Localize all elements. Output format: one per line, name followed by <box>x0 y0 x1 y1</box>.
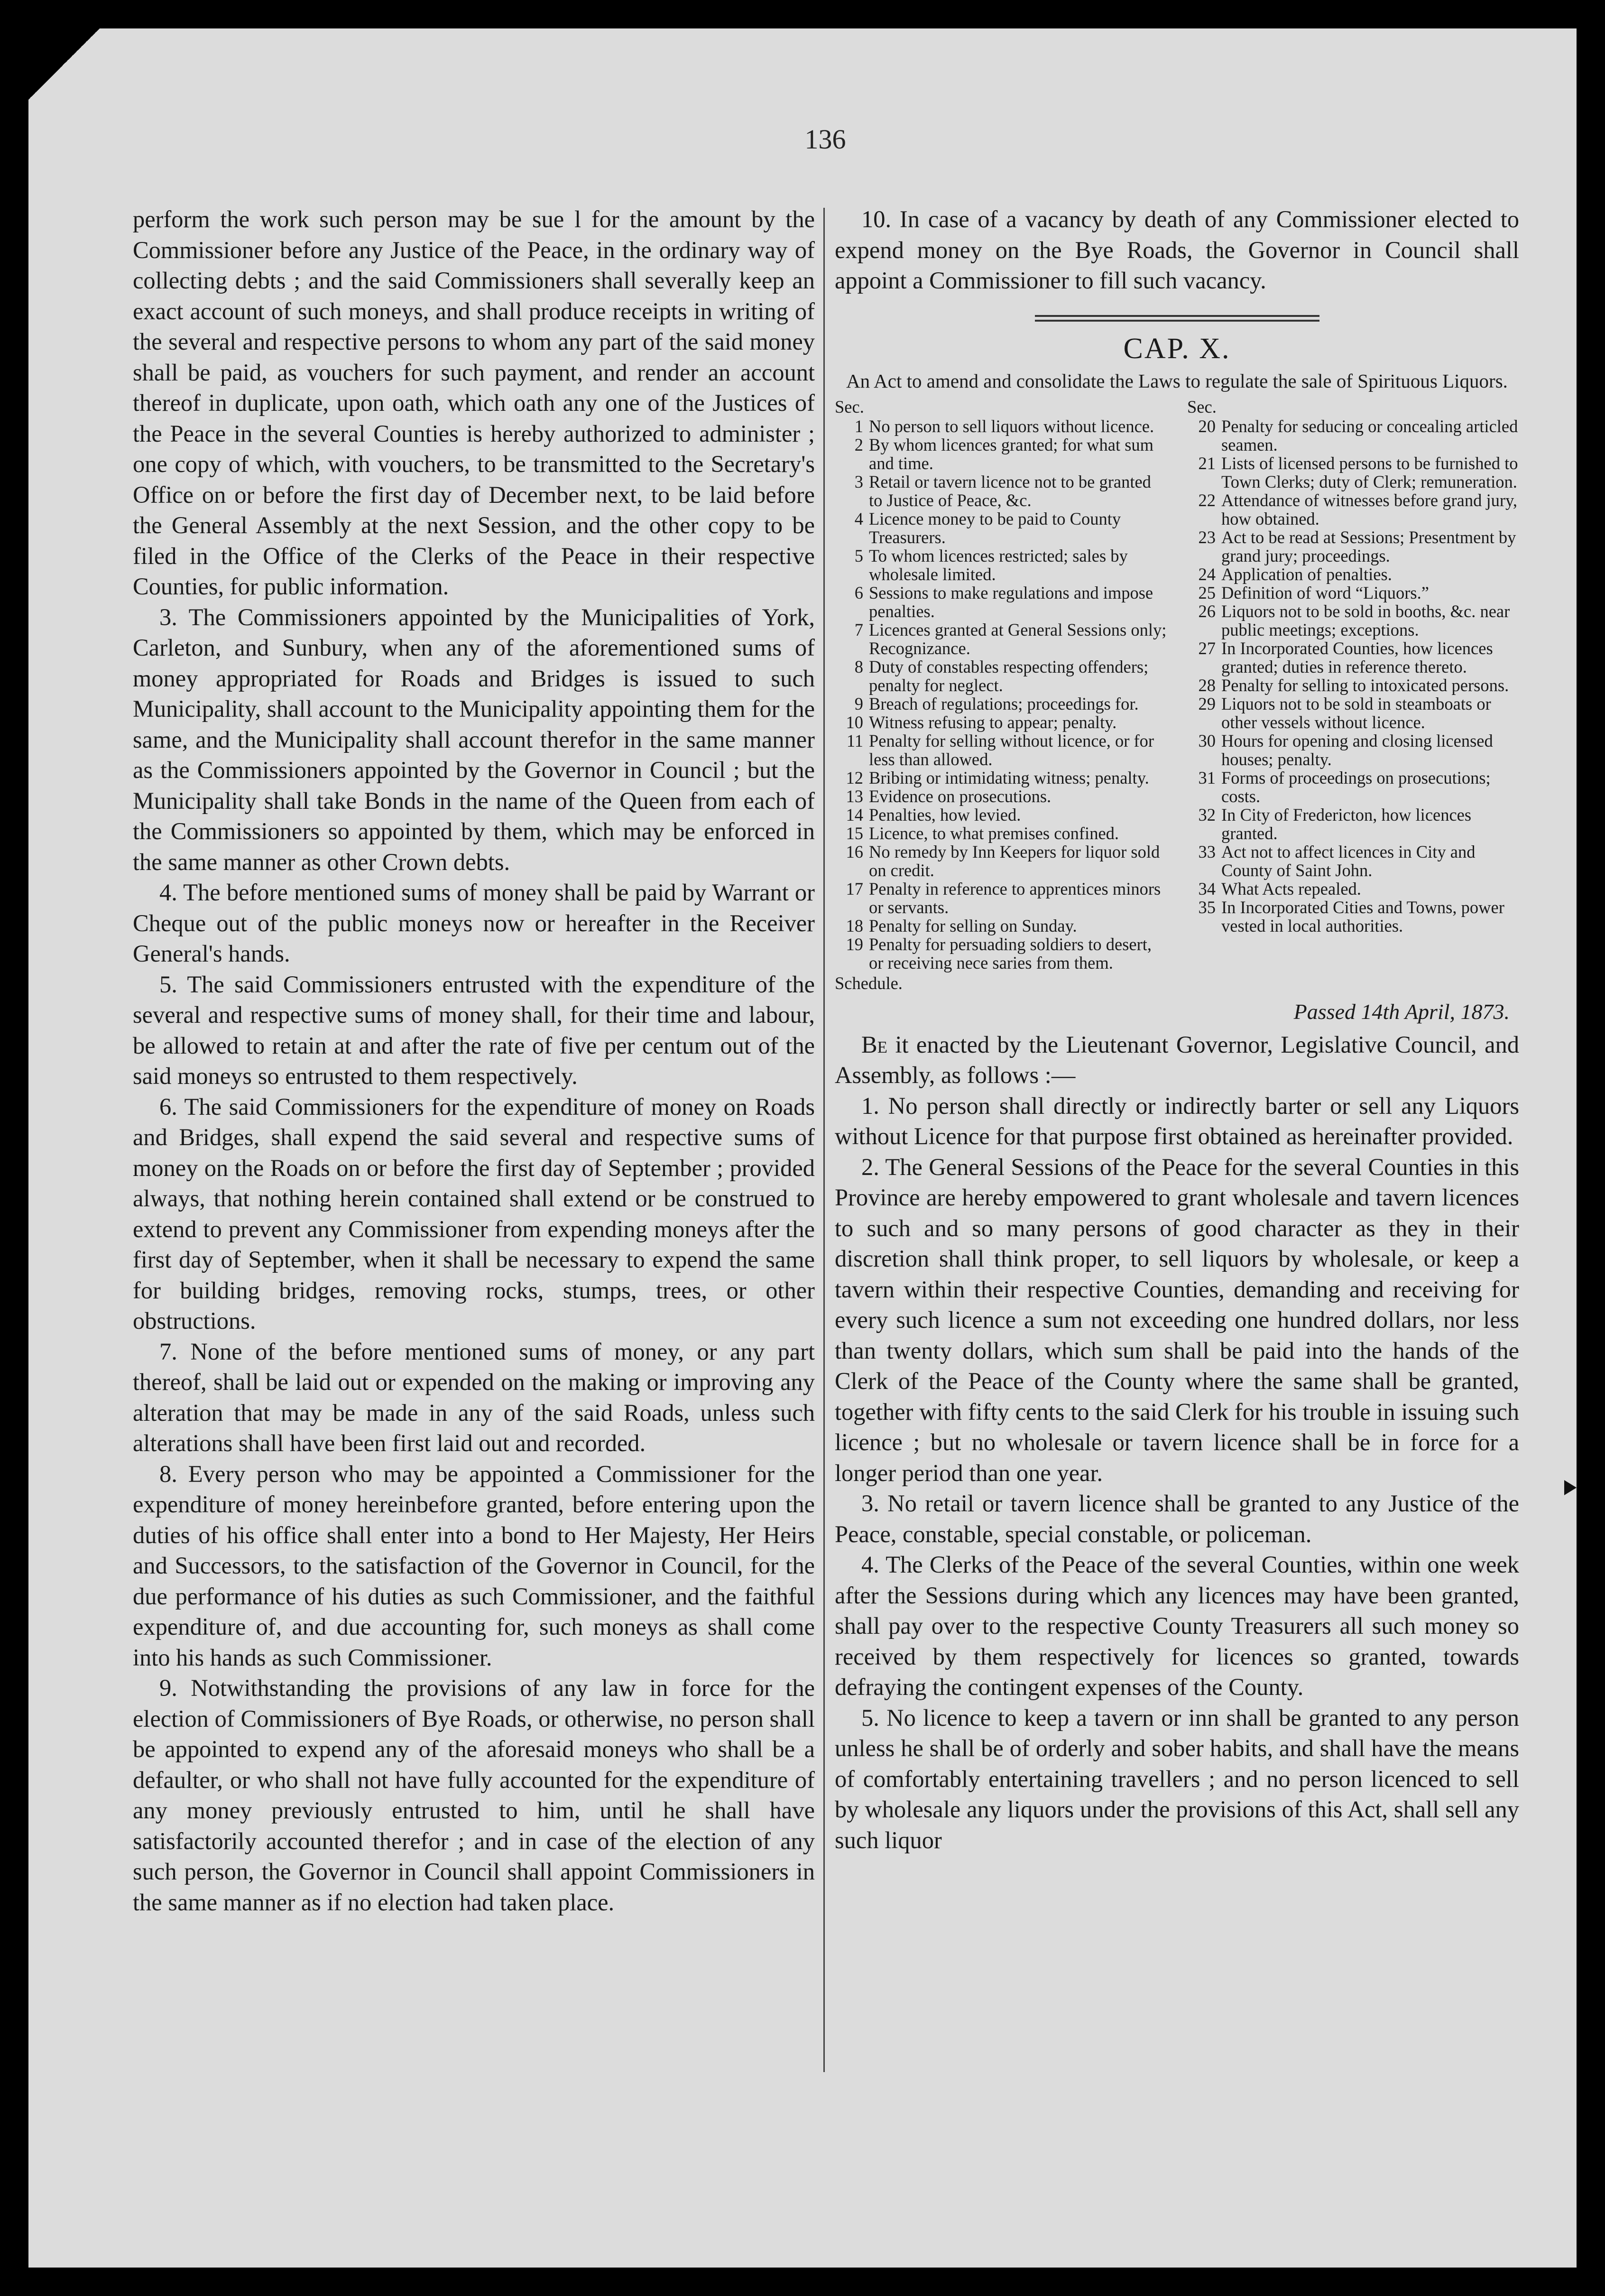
index-entry <box>1187 602 1519 639</box>
index-entry-number: 11 <box>846 731 863 750</box>
right-column <box>835 204 1519 1855</box>
section-9: 9. Notwithstanding the provisions of any law in force for the election of Commissioners of Bye Roads, or otherwise, no person shall be appointed to expend any of the aforesaid moneys who shall be a defaulter, or who shall not have fully accounted for the expenditure of any money previously entrusted to him, until he shall have satisfactorily accounted therefor ; and in case of the election of any such person, the Governor in Council shall appoint Commissioners in the same manner as if no election had taken place. <box>133 1675 815 1916</box>
index-entry-text: Penalty for persuading soldiers to desert, or receiving nece saries from them. <box>869 934 1152 972</box>
index-entry <box>835 917 1167 935</box>
index-entry <box>1187 768 1519 805</box>
index-entry-text: Licence, to what premises confined. <box>869 823 1119 843</box>
section-index-right <box>1187 398 1519 992</box>
index-entry-number: 15 <box>846 823 863 843</box>
index-entry-text: Duty of constables respecting offenders; penalty for neglect. <box>869 657 1149 695</box>
index-entry-text: Breach of regulations; proceedings for. <box>869 694 1139 713</box>
index-entry-text: Penalties, how levied. <box>869 805 1021 824</box>
section-index-left <box>835 398 1167 992</box>
index-entry <box>835 546 1167 583</box>
index-entry-number: 14 <box>846 805 863 824</box>
paragraph-continuation: perform the work such person may be sue l for the amount by the Commissioner before any Justice of the Peace, in the ordinary way of collecting debts ; and the said Commissioners shall severally keep an exact account of such moneys, and shall produce receipts in writing of the several and respective persons to whom any part of the said money shall be paid, as vouchers for such payment, and render an account thereof in duplicate, upon oath, which oath any one of the Justices of the Peace in the several Counties is hereby authorized to administer ; one copy of which, with vouchers, to be transmitted to the Secretary's Office on or before the first day of December next, to be laid before the General Assembly at the next Session, and the other copy to be filed in the Office of the Clerks of the Peace in their respective Counties, for public information. <box>133 206 815 600</box>
index-entry-number: 35 <box>1198 897 1216 917</box>
index-entry <box>1187 898 1519 935</box>
index-entry-number: 9 <box>854 694 863 713</box>
index-entry-text: Penalty for selling on Sunday. <box>869 916 1077 935</box>
index-entry <box>1187 565 1519 583</box>
section-10: 10. In case of a vacancy by death of any Commissioner elected to expend money on the Bye Roads, the Governor in Council shall appoint a Commissioner to fill such vacancy. <box>835 206 1519 294</box>
index-entry-text: Act to be read at Sessions; Presentment by grand jury; proceedings. <box>1221 527 1516 565</box>
index-entry-text: What Acts repealed. <box>1221 879 1361 898</box>
passed-date: Passed 14th April, 1873. <box>1293 999 1510 1024</box>
enacting-first-word: Be <box>861 1031 888 1058</box>
index-entry-text: Act not to affect licences in City and County of Saint John. <box>1221 842 1476 880</box>
index-entry-number: 16 <box>846 842 863 861</box>
index-entry-text: Penalty for selling to intoxicated persons. <box>1221 675 1509 695</box>
index-entry-number: 33 <box>1198 842 1216 861</box>
index-entry <box>835 435 1167 472</box>
index-entry-text: To whom licences restricted; sales by wholesale limited. <box>869 546 1128 584</box>
enacting-text: it enacted by the Lieutenant Governor, Legislative Council, and Assembly, as follows :— <box>835 1031 1519 1088</box>
double-rule-divider <box>1035 315 1319 322</box>
index-entry-text: No remedy by Inn Keepers for liquor sold on credit. <box>869 842 1160 880</box>
index-entry-text: Forms of proceedings on prosecutions; costs. <box>1221 768 1491 806</box>
index-entry-number: 4 <box>854 509 863 528</box>
index-entry <box>1187 731 1519 768</box>
index-entry <box>835 713 1167 731</box>
index-entry-text: Lists of licensed persons to be furnished to Town Clerks; duty of Clerk; remuneration. <box>1221 453 1518 491</box>
edge-arrow-mark <box>1564 1480 1577 1495</box>
section-3: 3. The Commissioners appointed by the Municipalities of York, Carleton, and Sunbury, when any of the aforementioned sums of money appropriated for Roads and Bridges is issued to such Municipality, shall account to the Municipality appointing them for the same, and the Municipality shall account therefor in the same manner as the Commissioners appointed by the Governor in Council ; but the Municipality shall take Bonds in the name of the Queen from each of the Commissioners so appointed by them, which may be enforced in the same manner as other Crown debts. <box>133 603 815 875</box>
index-entry <box>835 620 1167 657</box>
index-entry-number: 6 <box>854 583 863 602</box>
index-entry-number: 1 <box>854 416 863 436</box>
index-entry-number: 7 <box>854 620 863 639</box>
chapter-heading: CAP. X. <box>1123 332 1231 365</box>
enacting-clause <box>835 1029 1519 1091</box>
index-entry <box>1187 491 1519 528</box>
index-entry-text: Penalty in reference to apprentices minors or servants. <box>869 879 1161 917</box>
index-entry-number: 26 <box>1198 601 1216 621</box>
index-entry <box>1187 805 1519 842</box>
section-index-left-list <box>835 417 1167 972</box>
index-entry-number: 18 <box>846 916 863 935</box>
act-title: An Act to amend and consolidate the Laws to regulate the sale of Spirituous Liquors. <box>846 370 1508 392</box>
index-entry-number: 13 <box>846 786 863 806</box>
section-5: 5. The said Commissioners entrusted with the expenditure of the several and respective sums of money shall, for their time and labour, be allowed to retain at and after the rate of five per centum out of the said moneys so entrusted to them respectively. <box>133 971 815 1089</box>
index-entry <box>835 805 1167 824</box>
section-8: 8. Every person who may be appointed a Commissioner for the expenditure of money hereinbefore granted, before entering upon the duties of his office shall enter into a bond to Her Majesty, Her Heirs and Successors, to the satisfaction of the Governor in Council, for the due performance of his duties as such Commissioner, and the faithful expenditure of, and due accounting for, such moneys as shall come into his hands as such Commissioner. <box>133 1460 815 1671</box>
page-number: 136 <box>804 124 846 155</box>
act-section-2: 2. The General Sessions of the Peace for the several Counties in this Province are hereby empowered to grant wholesale and tavern licences to such and so many persons of good character as they in their discretion shall think proper, to sell liquors by wholesale, or keep a tavern within their respective Counties, demanding and receiving for every such licence a sum not exceeding one hundred dollars, nor less than twenty dollars, which sum shall be paid into the hands of the Clerk of the Peace of the County where the same shall be granted, together with fifty cents to the said Clerk for his trouble in issuing such licence ; but no wholesale or tavern licence shall be in force for a longer period than one year. <box>835 1153 1519 1486</box>
index-entry-number: 27 <box>1198 638 1216 658</box>
index-entry <box>835 583 1167 620</box>
act-section-3: 3. No retail or tavern licence shall be granted to any Justice of the Peace, constable, special constable, or policeman. <box>835 1490 1519 1547</box>
index-entry <box>1187 583 1519 602</box>
index-entry-text: Attendance of witnesses before grand jury, how obtained. <box>1221 490 1517 528</box>
index-entry <box>1187 639 1519 676</box>
index-entry-number: 32 <box>1198 805 1216 824</box>
index-entry-number: 23 <box>1198 527 1216 547</box>
index-entry-text: Retail or tavern licence not to be granted to Justice of Peace, &c. <box>869 472 1151 510</box>
section-7: 7. None of the before mentioned sums of money, or any part thereof, shall be laid out or expended on the making or improving any alteration that may be made in any of the said Roads, unless such alterations shall have been first laid out and recorded. <box>133 1338 815 1456</box>
index-entry <box>835 509 1167 546</box>
index-entry <box>835 842 1167 880</box>
schedule-label: Schedule. <box>835 973 903 993</box>
column-divider <box>823 208 825 2072</box>
index-entry-text: Licences granted at General Sessions only; Recognizance. <box>869 620 1167 658</box>
index-entry-text: Evidence on prosecutions. <box>869 786 1052 806</box>
index-entry <box>835 472 1167 509</box>
index-entry-number: 22 <box>1198 490 1216 510</box>
index-entry <box>1187 880 1519 898</box>
index-entry-number: 19 <box>846 934 863 954</box>
index-entry-text: Witness refusing to appear; penalty. <box>869 712 1117 732</box>
index-entry <box>1187 842 1519 880</box>
act-section-4: 4. The Clerks of the Peace of the several Counties, within one week after the Sessions during which any licences may have been granted, shall pay over to the respective County Treasurers all such money so received by them respectively for licences so granted, towards defraying the contingent expenses of the County. <box>835 1551 1519 1700</box>
sec-label: Sec. <box>1187 397 1217 417</box>
index-entry-number: 12 <box>846 768 863 787</box>
index-entry <box>1187 454 1519 491</box>
index-entry-number: 30 <box>1198 731 1216 750</box>
page-sheet <box>28 28 1577 2268</box>
index-entry <box>835 787 1167 805</box>
index-entry-text: Penalty for selling without licence, or for less than allowed. <box>869 731 1154 769</box>
index-entry <box>835 657 1167 694</box>
index-entry <box>835 824 1167 842</box>
index-entry-number: 10 <box>846 712 863 732</box>
index-entry-number: 5 <box>854 546 863 565</box>
index-entry <box>835 417 1167 435</box>
section-4: 4. The before mentioned sums of money shall be paid by Warrant or Cheque out of the public moneys now or hereafter in the Receiver General's hands. <box>133 879 815 967</box>
index-entry-text: In Incorporated Cities and Towns, power vested in local authorities. <box>1221 897 1504 935</box>
index-entry-number: 29 <box>1198 694 1216 713</box>
index-entry-number: 24 <box>1198 564 1216 584</box>
index-entry-number: 25 <box>1198 583 1216 602</box>
index-entry-text: In Incorporated Counties, how licences granted; duties in reference thereto. <box>1221 638 1493 676</box>
index-entry-number: 20 <box>1198 416 1216 436</box>
index-entry-text: Liquors not to be sold in steamboats or other vessels without licence. <box>1221 694 1491 732</box>
left-column <box>133 204 815 1917</box>
index-entry <box>835 731 1167 768</box>
index-entry-number: 31 <box>1198 768 1216 787</box>
index-entry-text: Licence money to be paid to County Treasurers. <box>869 509 1121 547</box>
act-section-5: 5. No licence to keep a tavern or inn shall be granted to any person unless he shall be of orderly and sober habits, and shall have the means of comfortably entertaining travellers ; and no person licenced to sell by wholesale any liquors under the provisions of this Act, shall sell any such liquor <box>835 1704 1519 1853</box>
index-entry-number: 8 <box>854 657 863 676</box>
index-entry-number: 21 <box>1198 453 1216 473</box>
index-entry-text: Sessions to make regulations and impose penalties. <box>869 583 1153 621</box>
index-entry <box>1187 694 1519 731</box>
index-entry-text: Definition of word “Liquors.” <box>1221 583 1429 602</box>
index-entry <box>1187 417 1519 454</box>
index-entry <box>835 694 1167 713</box>
index-entry <box>835 880 1167 917</box>
index-entry-number: 17 <box>846 879 863 898</box>
sec-label: Sec. <box>835 397 864 417</box>
index-entry-text: Penalty for seducing or concealing articled seamen. <box>1221 416 1518 454</box>
section-index-right-list <box>1187 417 1519 935</box>
index-entry <box>835 768 1167 787</box>
index-entry-text: Hours for opening and closing licensed houses; penalty. <box>1221 731 1493 769</box>
index-entry <box>1187 528 1519 565</box>
index-entry-text: By whom licences granted; for what sum and time. <box>869 435 1154 473</box>
index-entry-text: Bribing or intimidating witness; penalty. <box>869 768 1149 787</box>
section-6: 6. The said Commissioners for the expenditure of money on Roads and Bridges, shall expend the said several and respective sums of money on the Roads on or before the first day of September ; provided always, that nothing herein contained shall extend or be construed to extend to prevent any Commissioner from expending moneys after the first day of September, when it shall be necessary to expend the same for building bridges, removing rocks, stumps, trees, or other obstructions. <box>133 1093 815 1334</box>
act-section-1: 1. No person shall directly or indirectly barter or sell any Liquors without Licence for that purpose first obtained as hereinafter provided. <box>835 1092 1519 1149</box>
index-entry <box>835 935 1167 972</box>
index-entry-number: 34 <box>1198 879 1216 898</box>
index-entry-text: Application of penalties. <box>1221 564 1392 584</box>
index-entry-number: 28 <box>1198 675 1216 695</box>
index-entry-text: In City of Fredericton, how licences granted. <box>1221 805 1472 843</box>
section-index <box>835 398 1519 992</box>
index-entry-text: No person to sell liquors without licence. <box>869 416 1154 436</box>
index-entry-text: Liquors not to be sold in booths, &c. near public meetings; exceptions. <box>1221 601 1510 639</box>
index-entry <box>1187 676 1519 694</box>
index-entry-number: 3 <box>854 472 863 491</box>
index-entry-number: 2 <box>854 435 863 454</box>
